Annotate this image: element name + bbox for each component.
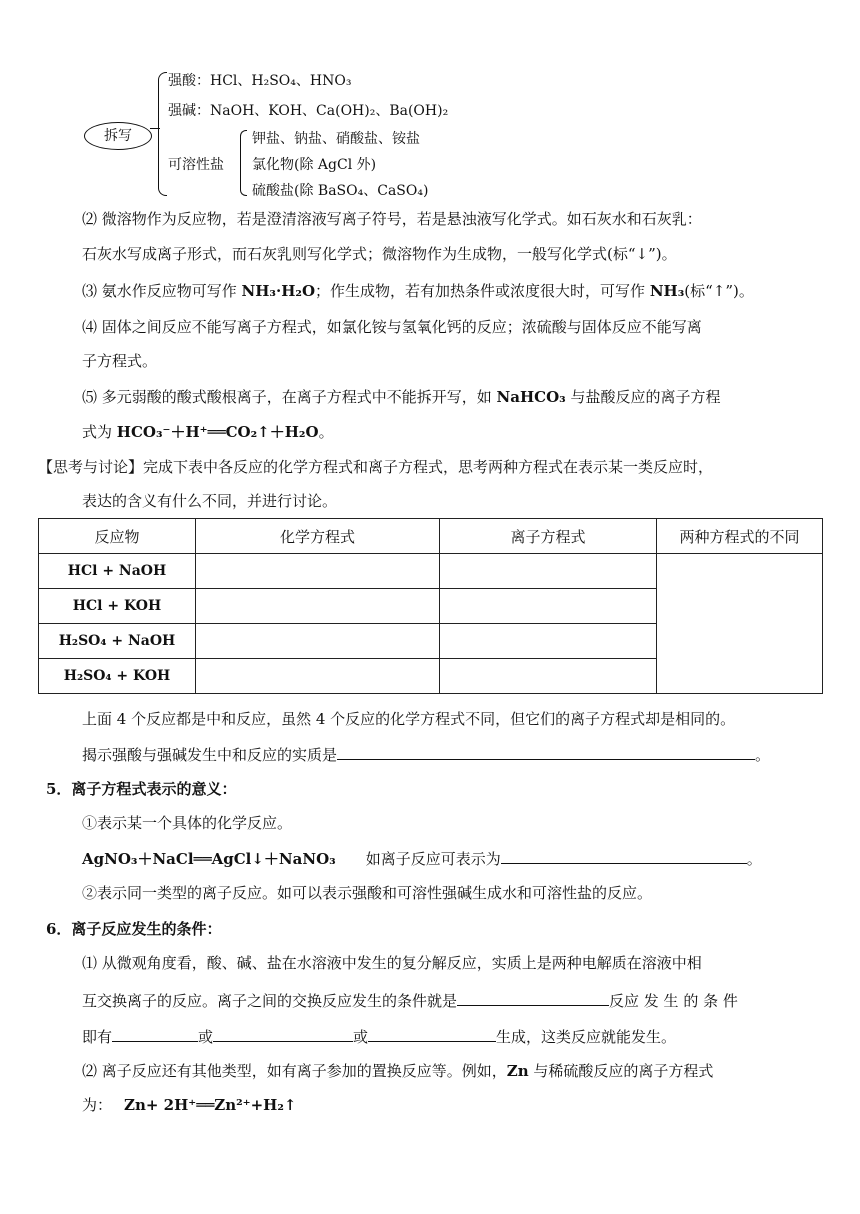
split-oval: 拆写: [84, 122, 152, 150]
salt-item-1: 钾盐、钠盐、硝酸盐、铵盐: [252, 131, 420, 147]
formed-text: 生成，这类反应就能发生。: [496, 1028, 677, 1046]
displacement-text-b: 与稀硫酸反应的离子方程式: [528, 1062, 714, 1080]
reactant-cell: H₂SO₄ + NaOH: [39, 624, 196, 659]
product-blank-3[interactable]: [368, 1024, 496, 1042]
section-5-heading: 5．离子方程式表示的意义：: [46, 780, 237, 798]
salt-item-2: 氯化物(除 AgCl 外): [252, 157, 377, 173]
section-6-heading: 6．离子反应发生的条件：: [46, 920, 222, 938]
chemical-equation-cell[interactable]: [196, 624, 440, 659]
or-text-2: 或: [353, 1028, 369, 1046]
discussion-heading-line-2: 表达的含义有什么不同，并进行讨论。: [82, 492, 338, 510]
rule-4-line-2: 子方程式。: [82, 352, 158, 370]
essence-blank[interactable]: [337, 742, 755, 760]
or-text-1: 或: [198, 1028, 214, 1046]
reaction-table: [38, 518, 823, 694]
main-brace: [158, 72, 167, 196]
ionic-form-prompt: 如离子反应可表示为: [365, 850, 501, 868]
essence-end: 。: [755, 746, 771, 764]
product-blank-1[interactable]: [112, 1024, 198, 1042]
reaction-type-blank[interactable]: [457, 988, 609, 1006]
nh3-h2o-formula: NH₃·H₂O: [241, 282, 316, 300]
difference-cell[interactable]: [657, 554, 823, 694]
rule-2-line-1: ⑵ 微溶物作为反应物，若是澄清溶液写离子符号，若是悬浊液写化学式。如石灰水和石灰乳：: [82, 210, 702, 228]
salt-item-3: 硫酸盐(除 BaSO₄、CaSO₄): [252, 183, 429, 199]
rule-5-line-2: [82, 421, 334, 442]
brace-tip: [150, 128, 160, 129]
rule-2-line-2: 石灰水写成离子形式，而石灰乳则写化学式；微溶物作为生成物，一般写化学式(标“↓”)。: [82, 245, 677, 263]
after-table-line-2: [82, 742, 770, 765]
strong-acid-branch: 强酸：HCl、H₂SO₄、HNO₃: [168, 73, 352, 89]
rule-5-text-a: ⑸ 多元弱酸的酸式酸根离子，在离子方程式中不能拆开写，如: [82, 388, 497, 406]
essence-prompt: 揭示强酸与强碱发生中和反应的实质是: [82, 746, 338, 764]
rule-4-line-1: ⑷ 固体之间反应不能写离子方程式，如氯化铵与氢氧化钙的反应；浓硫酸与固体反应不能写离: [82, 318, 702, 336]
condition-text: 反应 发 生 的 条 件: [609, 992, 738, 1010]
rule-3-text-b: ；作生成物，若有加热条件或浓度很大时，可写作: [315, 282, 650, 300]
table-row: [39, 554, 823, 589]
section-5-item-2: ②表示同一类型的离子反应。如可以表示强酸和可溶性强碱生成水和可溶性盐的反应。: [82, 884, 653, 902]
rule-5-text-b: 与盐酸反应的离子方程: [565, 388, 721, 406]
silver-nitrate-equation: AgNO₃＋NaCl══AgCl↓＋NaNO₃: [82, 850, 336, 868]
ionic-equation-cell[interactable]: [440, 554, 657, 589]
nh3-formula: NH₃: [649, 282, 685, 300]
rule-3-text-a: ⑶ 氨水作反应物可写作: [82, 282, 242, 300]
reactant-cell: H₂SO₄ + KOH: [39, 659, 196, 694]
zinc-equation: Zn+ 2H⁺══Zn²⁺+H₂↑: [124, 1096, 297, 1114]
salt-brace: [240, 130, 247, 196]
header-chemical-equation: 化学方程式: [196, 519, 440, 554]
rule-3: [82, 280, 754, 301]
section-5-equation-line: [82, 846, 762, 869]
after-table-line-1: 上面 4 个反应都是中和反应，虽然 4 个反应的化学方程式不同，但它们的离子方程式却是相同的。: [82, 710, 736, 728]
section-6-p2-line-2: [82, 1094, 296, 1115]
nahco3-formula: NaHCO₃: [496, 388, 566, 406]
rule-5-line-1: [82, 386, 721, 407]
reactant-cell: HCl + KOH: [39, 589, 196, 624]
discussion-heading-line-1: 【思考与讨论】完成下表中各反应的化学方程式和离子方程式，思考两种方程式在表示某一类反应时，: [38, 458, 714, 476]
header-ionic-equation: 离子方程式: [440, 519, 657, 554]
section-6-p1-line-2: [82, 988, 738, 1011]
is-text: 为：: [82, 1096, 113, 1114]
section-6-p2-line-1: [82, 1060, 713, 1081]
section-6-p1-line-1: ⑴ 从微观角度看，酸、碱、盐在水溶液中发生的复分解反应，实质上是两种电解质在溶液中相: [82, 954, 702, 972]
have-text: 即有: [82, 1028, 113, 1046]
chemical-equation-cell[interactable]: [196, 554, 440, 589]
ionic-form-blank[interactable]: [501, 846, 747, 864]
header-reactants: 反应物: [39, 519, 196, 554]
table-header-row: [39, 519, 823, 554]
rule-5-text-d: 。: [318, 423, 334, 441]
rule-5-text-c: 式为: [82, 423, 117, 441]
chemical-equation-cell[interactable]: [196, 589, 440, 624]
strong-base-branch: 强碱：NaOH、KOH、Ca(OH)₂、Ba(OH)₂: [168, 103, 449, 119]
ionic-equation-cell[interactable]: [440, 624, 657, 659]
ionic-equation-cell[interactable]: [440, 589, 657, 624]
product-blank-2[interactable]: [213, 1024, 353, 1042]
chemical-equation-cell[interactable]: [196, 659, 440, 694]
soluble-salt-branch: 可溶性盐: [168, 157, 224, 173]
header-difference: 两种方程式的不同: [657, 519, 823, 554]
bicarbonate-equation: HCO₃⁻＋H⁺══CO₂↑＋H₂O: [116, 423, 319, 441]
ionic-equation-cell[interactable]: [440, 659, 657, 694]
rule-3-text-c: (标“↑”)。: [684, 282, 754, 300]
exchange-condition-text: 互交换离子的反应。离子之间的交换反应发生的条件就是: [82, 992, 458, 1010]
ionic-form-end: 。: [746, 850, 762, 868]
section-6-p1-line-3: [82, 1024, 676, 1047]
zinc-formula: Zn: [506, 1062, 529, 1080]
section-5-item-1: ①表示某一个具体的化学反应。: [82, 814, 293, 832]
reactant-cell: HCl + NaOH: [39, 554, 196, 589]
displacement-text-a: ⑵ 离子反应还有其他类型，如有离子参加的置换反应等。例如，: [82, 1062, 507, 1080]
